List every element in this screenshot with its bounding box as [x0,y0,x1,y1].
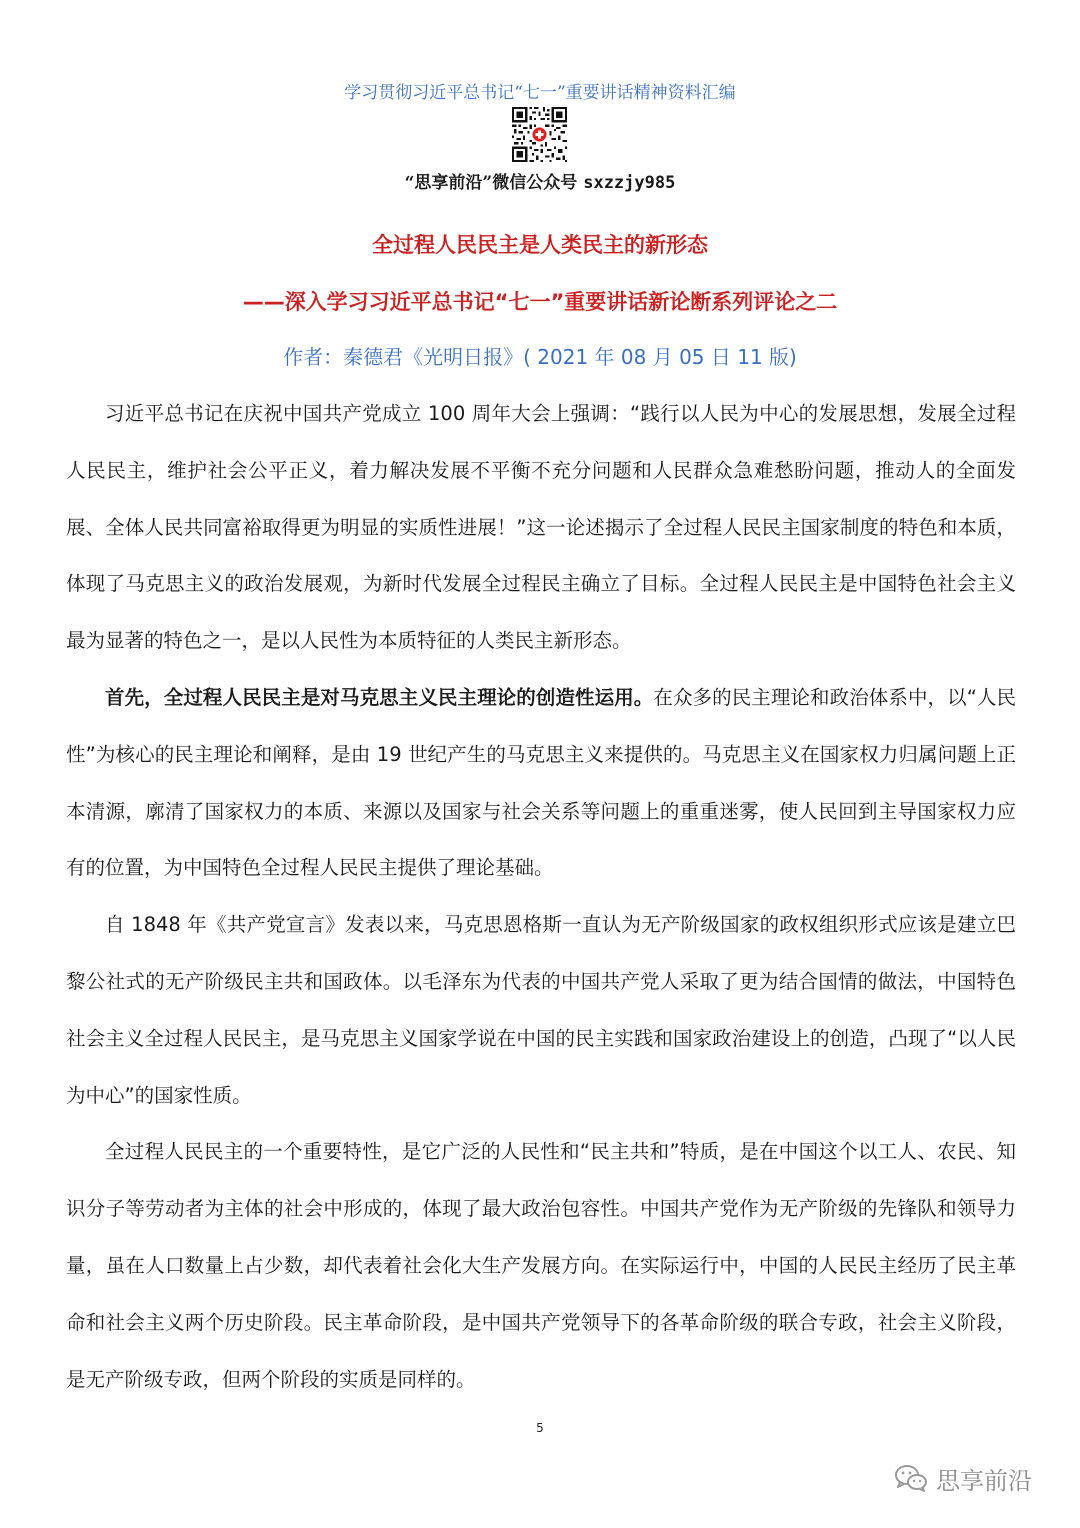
paragraph [66,897,1016,1124]
paragraph [66,1124,1016,1408]
qr-code-icon [512,107,567,162]
paragraph-lead: 首先，全过程人民民主是对马克思主义民主理论的创造性运用。 [105,685,654,709]
paragraph-text: 习近平总书记在庆祝中国共产党成立 100 周年大会上强调：“践行以人民为中心的发展思想，发展全过程人民民主，维护社会公平正义，着力解决发展不平衡不充分问题和人民群众急难愁盼问题，推动人的全面发展、全体人民共同富裕取得更为明显的实质性进展！”这一论述揭示了全过程人民民主国家制度的特色和本质，体现了马克思主义的政治发展观，为新时代发展全过程民主确立了目标。全过程人民民主是中国特色社会主义最为显著的特色之一，是以人民性为本质特征的人类民主新形态。 [66,402,1016,653]
watermark-text: 思享前沿 [936,1466,1032,1495]
account-info [0,168,1080,193]
paragraph-text: 自 1848 年《共产党宣言》发表以来，马克思恩格斯一直认为无产阶级国家的政权组织形式应该是建立巴黎公社式的无产阶级民主共和国政体。以毛泽东为代表的中国共产党人采取了更为结合国情的做法，中国特色社会主义全过程人民民主，是马克思主义国家学说在中国的民主实践和国家政治建设上的创造，凸现了“以人民为中心”的国家性质。 [66,913,1016,1107]
account-label: “思享前沿”微信公众号 [404,173,578,193]
account-id: sxzzjy985 [583,173,676,193]
wechat-icon [894,1463,928,1493]
page-number: 5 [536,1421,544,1435]
paragraph [66,670,1016,897]
paragraph [66,386,1016,670]
article-body [66,386,1016,1408]
article-title: 全过程人民民主是人类民主的新形态 [372,233,708,257]
article-byline: 作者：秦德君《光明日报》( 2021 年 08 月 05 日 11 版) [283,345,797,369]
article-subtitle: ——深入学习习近平总书记“七一”重要讲话新论断系列评论之二 [242,290,838,314]
paragraph-text: 全过程人民民主的一个重要特性，是它广泛的人民性和“民主共和”特质，是在中国这个以工人、农民、知识分子等劳动者为主体的社会中形成的，体现了最大政治包容性。中国共产党作为无产阶级的先锋队和领导力量，虽在人口数量上占少数，却代表着社会化大生产发展方向。在实际运行中，中国的人民民主经历了民主革命和社会主义两个历史阶段。民主革命阶段，是中国共产党领导下的各革命阶级的联合专政，社会主义阶段，是无产阶级专政，但两个阶段的实质是同样的。 [66,1140,1016,1391]
paragraph-text: 在众多的民主理论和政治体系中，以“人民性”为核心的民主理论和阐释，是由 19 世纪产生的马克思主义来提供的。马克思主义在国家权力归属问题上正本清源，廓清了国家权力的本质、来源以及国家与社会关系等问题上的重重迷雾，使人民回到主导国家权力应有的位置，为中国特色全过程人民民主提供了理论基础。 [66,685,1016,880]
series-header: 学习贯彻习近平总书记“七一”重要讲话精神资料汇编 [344,83,736,103]
wechat-watermark [894,1461,1032,1495]
